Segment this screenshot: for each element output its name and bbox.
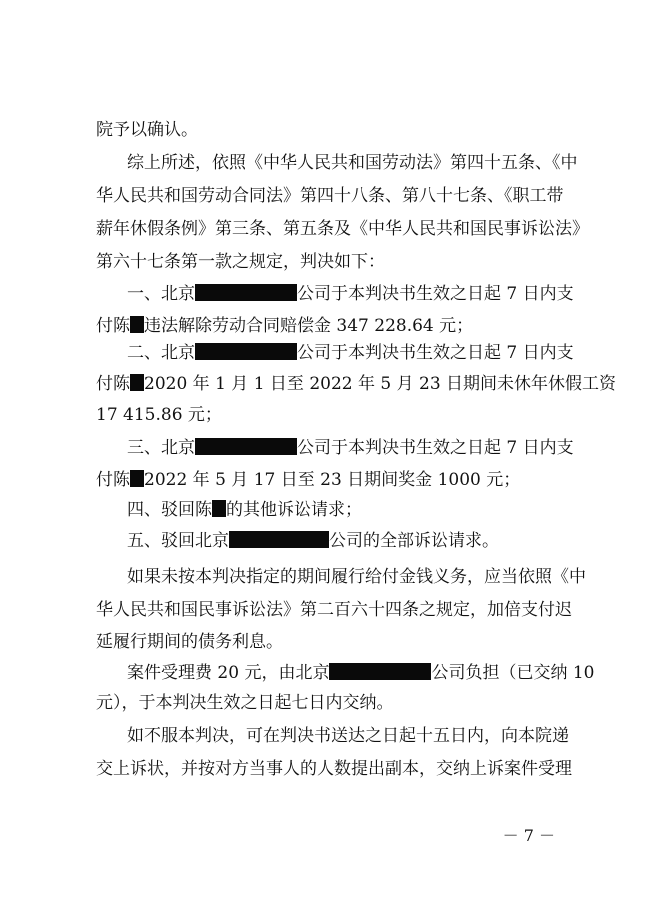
redaction-block bbox=[195, 284, 297, 301]
text-line: 付陈 2020 年 1 月 1 日至 2022 年 5 月 23 日期间未休年休假工资 bbox=[96, 374, 617, 394]
redaction-block bbox=[195, 343, 297, 360]
text-line: 案件受理费 20 元，由北京 公司负担（已交纳 10 bbox=[127, 663, 595, 683]
text-line: 第六十七条第一款之规定，判决如下： bbox=[96, 252, 385, 272]
text-line: 延履行期间的债务利息。 bbox=[96, 632, 283, 652]
text-line: 如果未按本判决指定的期间履行给付金钱义务，应当依照《中 bbox=[127, 567, 586, 587]
page-number: － 7 － bbox=[502, 826, 555, 845]
text-line: 元），于本判决生效之日起七日内交纳。 bbox=[96, 693, 394, 713]
text-line: 四、驳回陈 的其他诉讼请求； bbox=[127, 500, 362, 520]
text-line: 一、北京 公司于本判决书生效之日起 7 日内支 bbox=[127, 284, 574, 304]
text-line: 院予以确认。 bbox=[96, 120, 198, 140]
redaction-block bbox=[229, 531, 329, 548]
text-line: 华人民共和国劳动合同法》第四十八条、第八十七条、《职工带 bbox=[96, 186, 564, 206]
redaction-block bbox=[212, 500, 226, 517]
text-line: 薪年休假条例》第三条、第五条及《中华人民共和国民事诉讼法》 bbox=[96, 219, 589, 239]
text-line: 二、北京 公司于本判决书生效之日起 7 日内支 bbox=[127, 343, 574, 363]
redaction-block bbox=[130, 470, 144, 487]
text-line: 交上诉状，并按对方当事人的人数提出副本，交纳上诉案件受理 bbox=[96, 759, 572, 779]
redaction-block bbox=[130, 374, 144, 391]
text-line: 华人民共和国民事诉讼法》第二百六十四条之规定，加倍支付迟 bbox=[96, 600, 572, 620]
redaction-block bbox=[329, 663, 431, 680]
redaction-block bbox=[195, 438, 297, 455]
text-line: 付陈 违法解除劳动合同赔偿金 347 228.64 元； bbox=[96, 316, 474, 336]
text-line: 如不服本判决，可在判决书送达之日起十五日内，向本院递 bbox=[127, 726, 569, 746]
text-line: 三、北京 公司于本判决书生效之日起 7 日内支 bbox=[127, 438, 574, 458]
text-line: 17 415.86 元； bbox=[96, 405, 222, 425]
text-line: 综上所述，依照《中华人民共和国劳动法》第四十五条、《中 bbox=[127, 153, 578, 173]
text-line: 五、驳回北京 公司的全部诉讼请求。 bbox=[127, 531, 499, 551]
text-line: 付陈 2022 年 5 月 17 日至 23 日期间奖金 1000 元； bbox=[96, 470, 521, 490]
redaction-block bbox=[130, 316, 144, 333]
